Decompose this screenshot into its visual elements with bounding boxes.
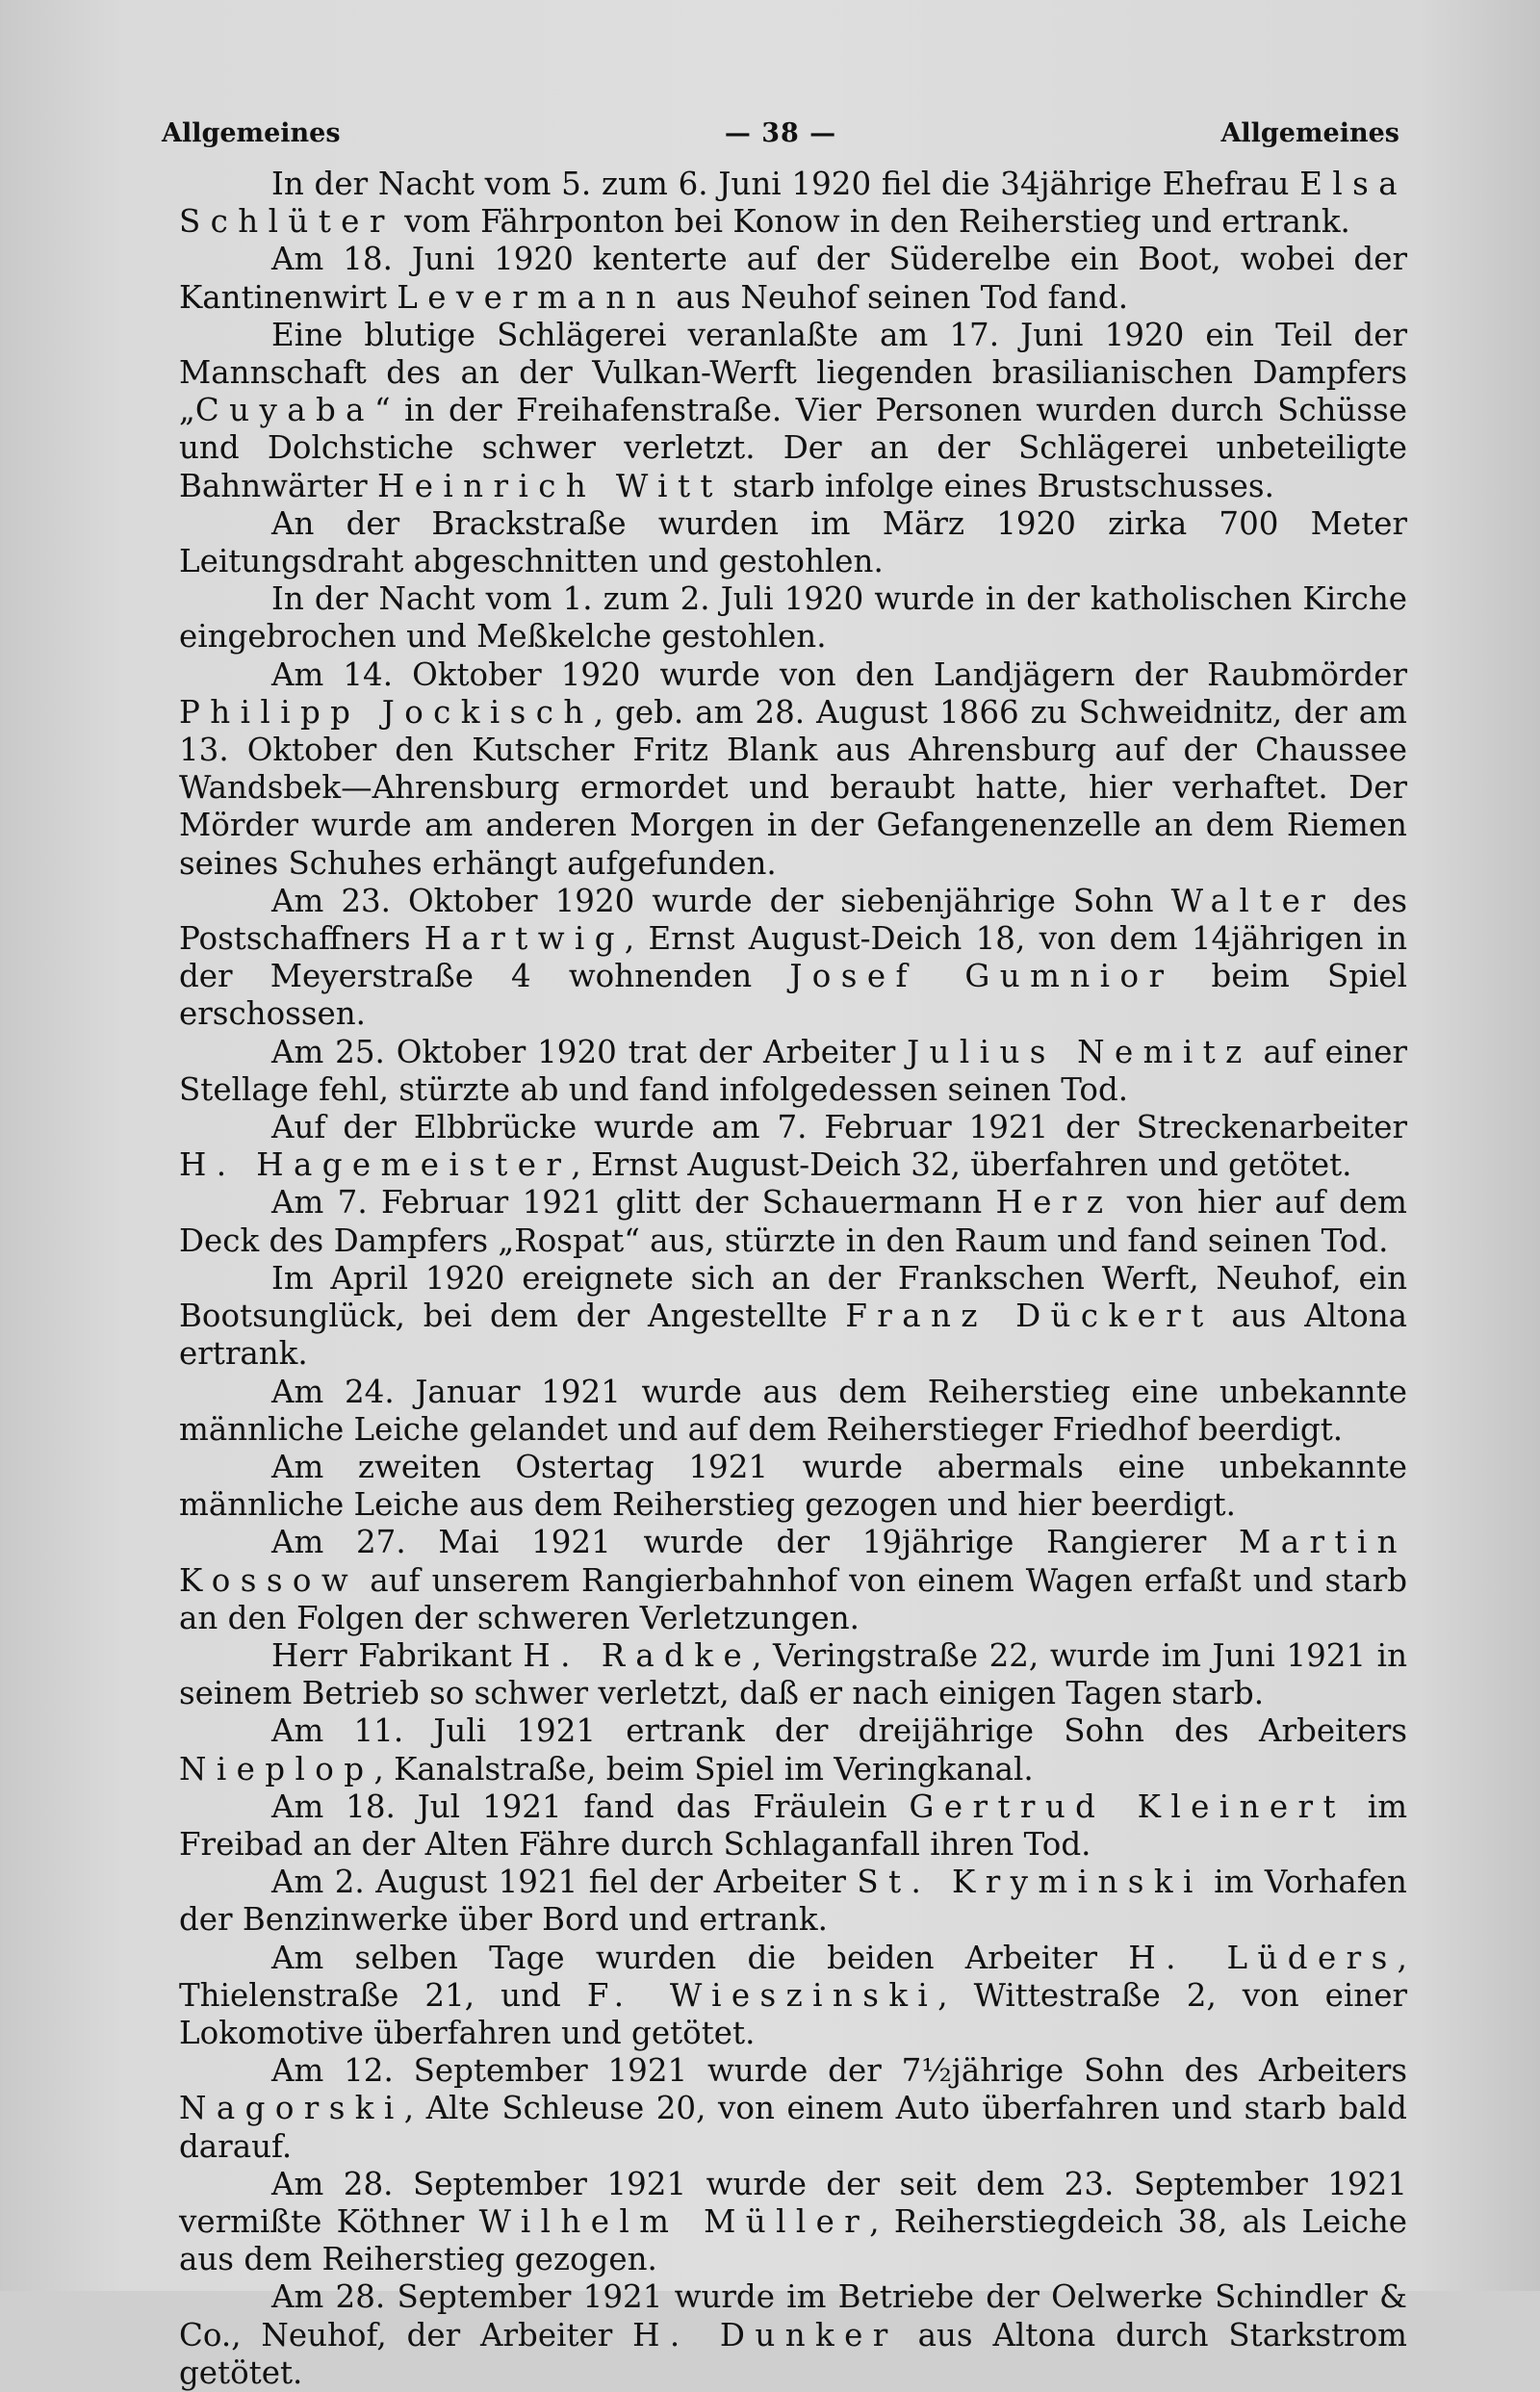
- paragraph: [179, 1940, 1407, 2053]
- spaced-name: Walter: [1170, 882, 1336, 919]
- text-run: , Alte Schleuse 20, von einem Auto überfahren und starb bald darauf.: [179, 2090, 1407, 2165]
- spaced-name: F. Wieszinski: [586, 1976, 938, 2014]
- paragraph: [179, 2052, 1407, 2166]
- text-run: Herr Fabrikant: [271, 1636, 524, 1674]
- text-run: , Kanalstraße, beim Spiel im Veringkanal.: [373, 1750, 1034, 1788]
- text-run: Eine blutige Schlägerei veranlaßte am 17. Juni 1920 ein Teil der Mannschaft des an der Vulkan-Werft liegenden brasilianischen Dampfers „: [179, 316, 1407, 429]
- text-run: Im April 1920 ereignete sich an der Frankschen Werft, Neuhof, ein Bootsunglück, bei dem der Angestellte: [179, 1259, 1407, 1335]
- text-run: vom Fährponton bei Konow in den Reiherstieg und ertrank.: [394, 203, 1350, 241]
- spaced-name: Josef Gumnior: [789, 958, 1174, 995]
- paragraph: [179, 2278, 1407, 2392]
- text-run: Am zweiten Ostertag 1921 wurde abermals eine unbekannte männliche Leiche aus dem Reiherstieg gezogen und hier beerdigt.: [179, 1448, 1407, 1524]
- paragraph: [179, 1788, 1407, 1864]
- text-run: Am 24. Januar 1921 wurde aus dem Reiherstieg eine unbekannte männliche Leiche gelandet und auf dem Reiherstieger Friedhof beerdigt.: [179, 1373, 1407, 1448]
- text-run: starb infolge eines Brustschusses.: [722, 467, 1274, 504]
- paragraph: [179, 1449, 1407, 1524]
- paragraph: [179, 656, 1407, 883]
- spaced-name: Hartwig: [424, 920, 625, 958]
- text-run: Am 7. Februar 1921 glitt der Schauermann: [271, 1184, 996, 1222]
- spaced-name: H. Radke: [523, 1636, 753, 1674]
- paragraph: [179, 1524, 1407, 1637]
- text-run: , Thielenstraße 21, und: [179, 1939, 1407, 2014]
- spaced-name: Martin Kossow: [179, 1524, 1407, 1599]
- text-run: , geb. am 28. August 1866 zu Schweidnitz, der am 13. Oktober den Kutscher Fritz Blank aus Ahrensburg auf der Chaussee Wandsbek—Ahrensburg ermordet und beraubt hatte, hier verhaftet. Der Mörder wurde am anderen Morgen in der Gefangenenzelle an dem Riemen seines Schuhes erhängt aufgefunden.: [179, 693, 1407, 882]
- paragraph: [179, 1184, 1407, 1259]
- text-run: Am 28. September 1921 wurde im Betriebe der Oelwerke Schindler & Co., Neuhof, der Arbeiter: [179, 2278, 1407, 2353]
- text-run: , Ernst August-Deich 32, überfahren und getötet.: [571, 1146, 1352, 1184]
- text-run: “ in der Freihafenstraße. Vier Personen wurden durch Schüsse und Dolchstiche schwer verletzt. Der an der Schlägerei unbeteiligte Bahnwärter: [179, 392, 1407, 504]
- text-run: Am 2. August 1921 fiel der Arbeiter: [271, 1864, 858, 1901]
- text-run: Am 28. September 1921 wurde der seit dem 23. September 1921 vermißte Köthner: [179, 2165, 1407, 2240]
- text-run: im Vorhafen der Benzinwerke über Bord und ertrank.: [179, 1864, 1407, 1939]
- text-run: aus Altona ertrank.: [179, 1298, 1408, 1373]
- text-run: Am 14. Oktober 1920 wurde von den Landjägern der Raubmörder: [271, 656, 1407, 693]
- spaced-name: Nagorski: [179, 2090, 404, 2127]
- text-run: Am 25. Oktober 1920 trat der Arbeiter: [271, 1033, 908, 1070]
- spaced-name: Philipp Jockisch: [179, 693, 594, 731]
- spaced-name: Herz: [995, 1184, 1114, 1222]
- text-run: aus Neuhof seinen Tod fand.: [665, 278, 1129, 316]
- spaced-name: Levermann: [397, 278, 666, 316]
- text-run: aus Altona durch Starkstrom getötet.: [179, 2316, 1407, 2391]
- spaced-name: Cuyaba: [194, 392, 374, 429]
- paragraph: [179, 1712, 1407, 1788]
- paragraph: [179, 1260, 1407, 1374]
- spaced-name: Nieplop: [179, 1750, 374, 1788]
- spaced-name: Gertrud Kleinert: [909, 1788, 1346, 1825]
- paragraph: [179, 241, 1407, 316]
- paragraph: [179, 1864, 1407, 1939]
- spaced-name: Franz Dückert: [845, 1298, 1214, 1335]
- text-run: , Wittestraße 2, von einer Lokomotive überfahren und getötet.: [179, 1976, 1408, 2051]
- text-run: im Freibad an der Alten Fähre durch Schlaganfall ihren Tod.: [179, 1788, 1408, 1863]
- text-run: Auf der Elbbrücke wurde am 7. Februar 1921 der Streckenarbeiter: [271, 1109, 1407, 1146]
- text-run: In der Nacht vom 1. zum 2. Juli 1920 wurde in der katholischen Kirche eingebrochen und Meßkelche gestohlen.: [179, 580, 1407, 656]
- paragraph: [179, 580, 1407, 656]
- text-run: Am 11. Juli 1921 ertrank der dreijährige Sohn des Arbeiters: [271, 1712, 1407, 1750]
- paragraph: [179, 1109, 1407, 1184]
- spaced-name: H. Hagemeister: [179, 1146, 572, 1184]
- text-run: , Veringstraße 22, wurde im Juni 1921 in seinem Betrieb so schwer verletzt, daß er nach einigen Tagen starb.: [179, 1636, 1408, 1712]
- text-run: auf unserem Rangierbahnhof von einem Wagen erfaßt und starb an den Folgen der schweren Verletzungen.: [179, 1561, 1407, 1636]
- running-header: [162, 114, 1399, 152]
- text-run: des Postschaffners: [179, 882, 1407, 958]
- text-run: , Ernst August-Deich 18, von dem 14jährigen in der Meyerstraße 4 wohnenden: [179, 920, 1408, 995]
- spaced-name: H. Dunker: [632, 2316, 898, 2353]
- text-run: Am 23. Oktober 1920 wurde der siebenjährige Sohn: [271, 882, 1171, 919]
- text-run: An der Brackstraße wurden im März 1920 zirka 700 Meter Leitungsdraht abgeschnitten und gestohlen.: [179, 504, 1407, 580]
- text-run: Am 18. Juni 1920 kenterte auf der Süderelbe ein Boot, wobei der Kantinenwirt: [179, 241, 1407, 316]
- text-run: In der Nacht vom 5. zum 6. Juni 1920 fiel die 34jährige Ehefrau: [271, 166, 1300, 202]
- spaced-name: St. Kryminski: [857, 1864, 1203, 1901]
- paragraph: [179, 1374, 1407, 1449]
- text-run: Am 18. Jul 1921 fand das Fräulein: [271, 1788, 910, 1825]
- chronicle-text: [179, 166, 1407, 2392]
- text-run: auf einer Stellage fehl, stürzte ab und fand infolgedessen seinen Tod.: [179, 1033, 1407, 1108]
- header-left-title: Allgemeines: [162, 117, 341, 148]
- spaced-name: H. Lüders: [1128, 1939, 1398, 1976]
- text-run: Am 12. September 1921 wurde der 7½jährige Sohn des Arbeiters: [271, 2052, 1407, 2090]
- spaced-name: Elsa Schlüter: [179, 166, 1407, 241]
- text-run: beim Spiel erschossen.: [179, 958, 1407, 1033]
- spaced-name: Heinrich Witt: [377, 467, 723, 504]
- text-run: Am selben Tage wurden die beiden Arbeiter: [271, 1939, 1129, 1976]
- paragraph: [179, 505, 1407, 580]
- paragraph: [179, 1637, 1407, 1712]
- text-run: , Reiherstiegdeich 38, als Leiche aus dem Reiherstieg gezogen.: [179, 2202, 1407, 2278]
- header-right-title: Allgemeines: [1220, 117, 1399, 148]
- paragraph: [179, 883, 1407, 1034]
- paragraph: [179, 166, 1407, 241]
- spaced-name: Wilhelm Müller: [478, 2202, 870, 2240]
- spaced-name: Julius Nemitz: [907, 1033, 1252, 1070]
- text-run: Am 27. Mai 1921 wurde der 19jährige Rangierer: [271, 1524, 1240, 1561]
- paragraph: [179, 2166, 1407, 2279]
- paragraph: [179, 1034, 1407, 1109]
- page-number: — 38 —: [724, 117, 837, 148]
- text-run: von hier auf dem Deck des Dampfers „Rospat“ aus, stürzte in den Raum und fand seinen Tod.: [179, 1184, 1407, 1259]
- paragraph: [179, 317, 1407, 505]
